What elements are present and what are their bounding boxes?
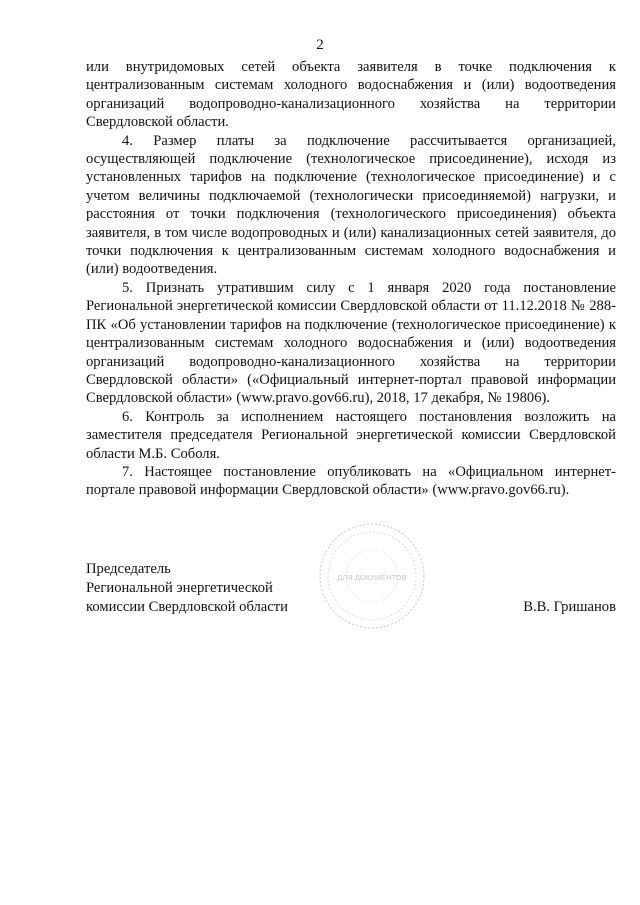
paragraph-continuation: или внутридомовых сетей объекта заявителя в точке подключения к централизованным системам холодного водоснабжения и (или) водоотведения организаций водопроводно-канализационного хозяйства на территории Свердловской области. [86, 59, 616, 131]
signatory-title-line: Председатель [86, 561, 171, 577]
document-body [86, 58, 616, 500]
paragraph-4: 4. Размер платы за подключение рассчитывается организацией, осуществляющей подключение (технологическое присоединение), исходя из установленных тарифов на подключение (технологическое присоединение) и с учетом величины подключаемой (технологически присоединяемой) нагрузки, и расстояния от точки подключения (технологического присоединения) объекта заявителя, в том числе водопроводных и (или) канализационных сетей заявителя, до точки подключения к централизованным системам холодного водоснабжения и (или) водоотведения. [86, 132, 616, 278]
signature-block [86, 560, 616, 640]
signatory-title-line: Региональной энергетической [86, 580, 273, 596]
stamp-text: ДЛЯ ДОКУМЕНТОВ [337, 573, 407, 582]
paragraph-6: 6. Контроль за исполнением настоящего постановления возложить на заместителя председателя Региональной энергетической комиссии Свердловской области М.Б. Соболя. [86, 408, 616, 462]
signatory-title-line: комиссии Свердловской области [86, 599, 288, 615]
paragraph-5: 5. Признать утратившим силу с 1 января 2020 года постановление Региональной энергетической комиссии Свердловской области от 11.12.2018 № 288-ПК «Об установлении тарифов на подключение (технологическое присоединение) к централизованным системам холодного водоснабжения и (или) водоотведения организаций водопроводно-канализационного хозяйства на территории Свердловской области» («Официальный интернет-портал правовой информации Свердловской области» (www.pravo.gov66.ru), 2018, 17 декабря, № 19806). [86, 279, 616, 407]
signatory-name: В.В. Гришанов [523, 599, 616, 615]
page-number: 2 [316, 37, 324, 53]
paragraph-7: 7. Настоящее постановление опубликовать на «Официальном интернет-портале правовой информации Свердловской области» (www.pravo.gov66.ru). [86, 463, 616, 499]
